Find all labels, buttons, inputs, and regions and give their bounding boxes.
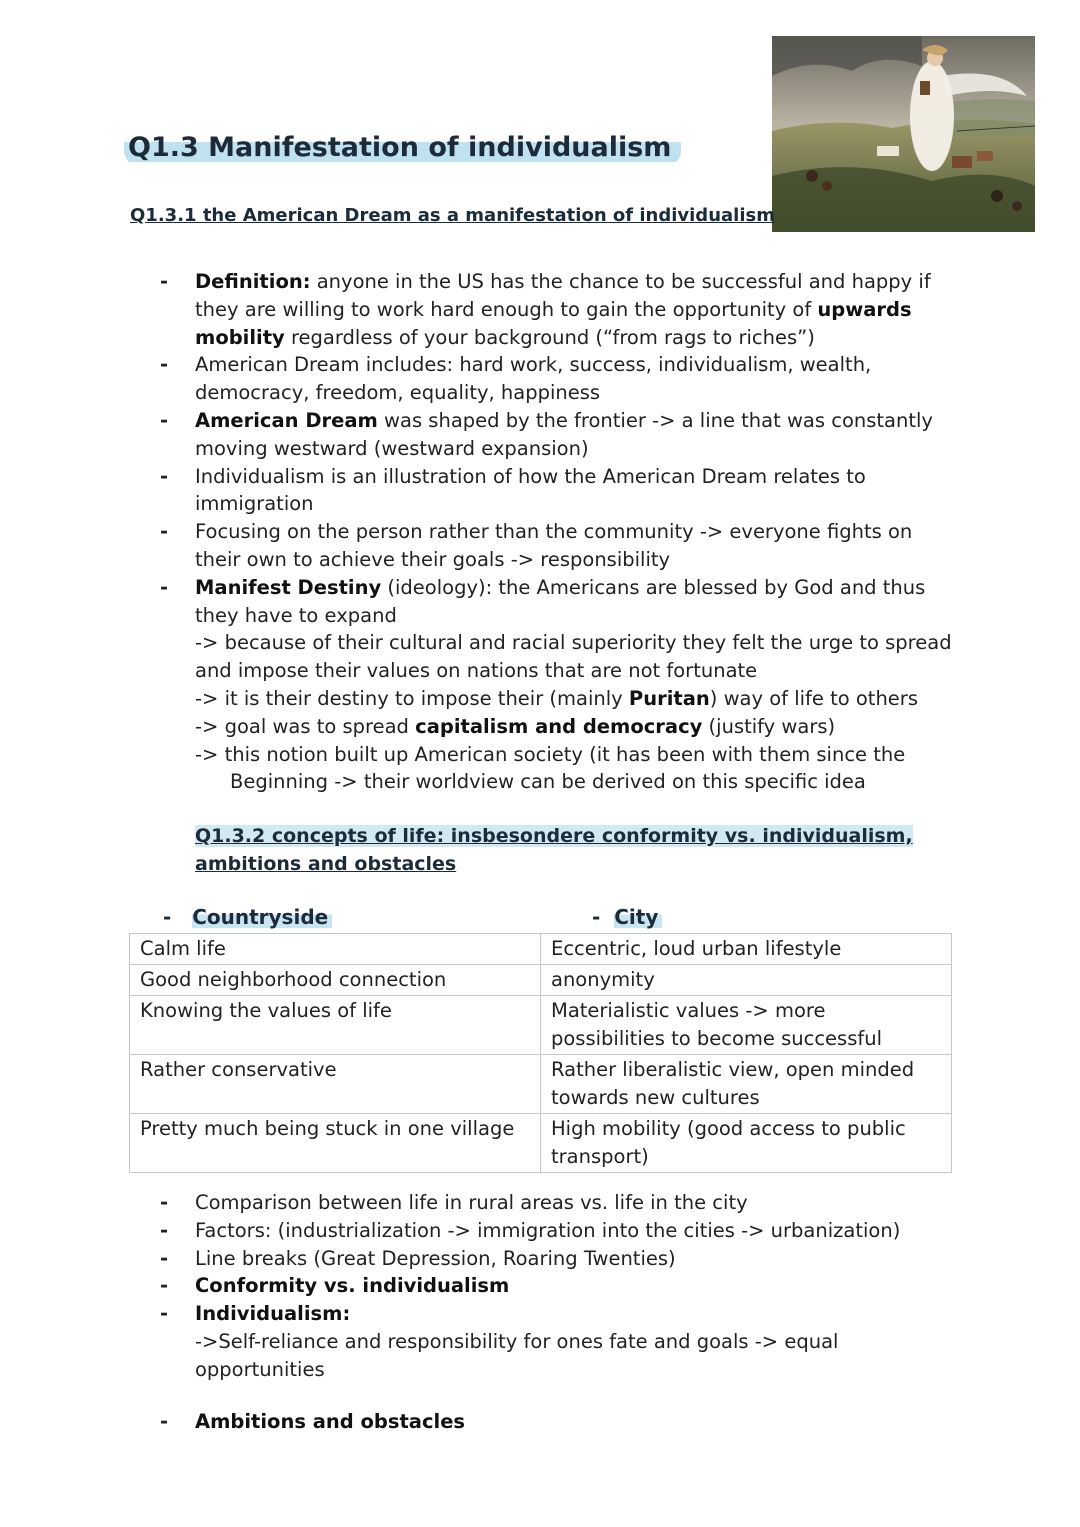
bullet-dash: -: [160, 1191, 169, 1214]
list-item: [160, 1272, 960, 1300]
countryside-city-table: [129, 933, 952, 1173]
city-cell: Materialistic values -> more possibilities to become successful: [541, 996, 952, 1055]
city-cell: Rather liberalistic view, open minded towards new cultures: [541, 1055, 952, 1114]
bullet-text: Comparison between life in rural areas vs. life in the city: [195, 1191, 748, 1214]
subheading-american-dream: Q1.3.1 the American Dream as a manifestation of individualism: [130, 205, 775, 226]
bullet-subline: Beginning -> their worldview can be derived on this specific idea: [230, 770, 866, 794]
comparison-bullets: [160, 1189, 960, 1435]
list-item: [160, 268, 960, 351]
main-heading: Q1.3 Manifestation of individualism: [124, 130, 681, 165]
city-heading: [592, 905, 662, 929]
countryside-cell: Knowing the values of life: [130, 996, 541, 1055]
bullet-dash: -: [160, 1246, 169, 1270]
countryside-cell: Good neighborhood connection: [130, 965, 541, 996]
list-item: [160, 407, 960, 463]
term-manifest-destiny: Manifest Destiny: [195, 575, 382, 599]
bullet-subline: -> because of their cultural and racial superiority they felt the urge to spread and impose their values on nations that are not fortunate: [195, 631, 952, 683]
bullet-text: Factors: (industrialization -> immigration into the cities -> urbanization): [195, 1218, 901, 1242]
bullet-subline: -> it is their destiny to impose their (mainly: [195, 686, 629, 710]
table-row: [130, 965, 952, 996]
list-item: [160, 574, 960, 796]
bullet-dash: -: [160, 520, 169, 544]
bullet-text: (ideology): the Americans are blessed by God and thus they have to expand: [195, 575, 926, 627]
bullet-dash: -: [160, 270, 169, 293]
term-capitalism-democracy: capitalism and democracy: [415, 714, 703, 738]
bullet-subline: ) way of life to others: [709, 686, 918, 710]
bullet-text: Individualism is an illustration of how the American Dream relates to immigration: [195, 464, 866, 516]
bullet-dash: -: [160, 1274, 169, 1298]
bullet-text: American Dream includes: hard work, success, individualism, wealth, democracy, freedom, equality, happiness: [195, 353, 872, 405]
bullet-dash: -: [160, 408, 169, 432]
term-definition: Definition:: [195, 270, 311, 293]
table-row: [130, 934, 952, 965]
bullet-dash: -: [160, 1218, 169, 1242]
bullet-dash: -: [160, 353, 169, 377]
bullet-dash: -: [160, 1302, 169, 1326]
bullet-subline: ->Self-reliance and responsibility for ones fate and goals -> equal opportunities: [195, 1329, 839, 1381]
bullet-text: anyone in the US has the chance to be successful and happy if they are willing to work hard enough to gain the opportunity of: [195, 270, 931, 321]
term-conformity: Conformity vs. individualism: [195, 1274, 510, 1298]
list-item: [160, 1217, 960, 1245]
term-ambitions-obstacles: Ambitions and obstacles: [195, 1409, 466, 1433]
countryside-cell: Rather conservative: [130, 1055, 541, 1114]
term-american-dream: American Dream: [195, 408, 378, 432]
bullet-subline: -> this notion built up American society (it has been with them since the: [195, 742, 906, 766]
countryside-label: Countryside: [192, 905, 332, 929]
countryside-cell: Pretty much being stuck in one village: [130, 1114, 541, 1173]
city-label: City: [614, 905, 662, 929]
term-individualism: Individualism:: [195, 1302, 351, 1326]
table-row: [130, 1114, 952, 1173]
city-cell: Eccentric, loud urban lifestyle: [541, 934, 952, 965]
american-progress-painting: [772, 36, 1035, 232]
bullet-text: regardless of your background (“from rags to riches”): [284, 325, 815, 349]
bullet-dash: -: [163, 905, 172, 929]
table-row: [130, 1055, 952, 1114]
list-item: [160, 351, 960, 407]
list-item: [160, 1189, 960, 1217]
bullet-text: Focusing on the person rather than the community -> everyone fights on their own to achieve their goals -> responsibility: [195, 520, 913, 571]
bullet-dash: -: [160, 575, 169, 599]
countryside-cell: Calm life: [130, 934, 541, 965]
table-row: [130, 996, 952, 1055]
list-item: [160, 518, 960, 574]
bullet-text: Line breaks (Great Depression, Roaring Twenties): [195, 1246, 676, 1270]
list-item: [160, 463, 960, 519]
bullet-subline: (justify wars): [702, 714, 836, 738]
list-item: [160, 1300, 960, 1383]
bullet-dash: -: [160, 1409, 169, 1433]
term-puritan: Puritan: [628, 686, 710, 710]
term-upwards-mobility: upwards mobility: [195, 297, 912, 349]
list-item: [160, 1245, 960, 1273]
subheading-line-1: Q1.3.2 concepts of life: insbesondere conformity vs. individualism,: [195, 825, 913, 847]
city-cell: High mobility (good access to public transport): [541, 1114, 952, 1173]
bullet-dash: -: [592, 905, 601, 929]
bullet-text: was shaped by the frontier -> a line that was constantly moving westward (westward expansion): [195, 408, 933, 460]
city-cell: anonymity: [541, 965, 952, 996]
countryside-heading: [163, 905, 332, 929]
bullet-dash: -: [160, 464, 169, 488]
bullet-subline: -> goal was to spread: [195, 714, 416, 738]
subheading-line-2: ambitions and obstacles: [195, 853, 457, 875]
subheading-concepts-of-life: [195, 822, 915, 878]
american-dream-bullets: [160, 268, 960, 796]
list-item: [160, 1408, 960, 1436]
